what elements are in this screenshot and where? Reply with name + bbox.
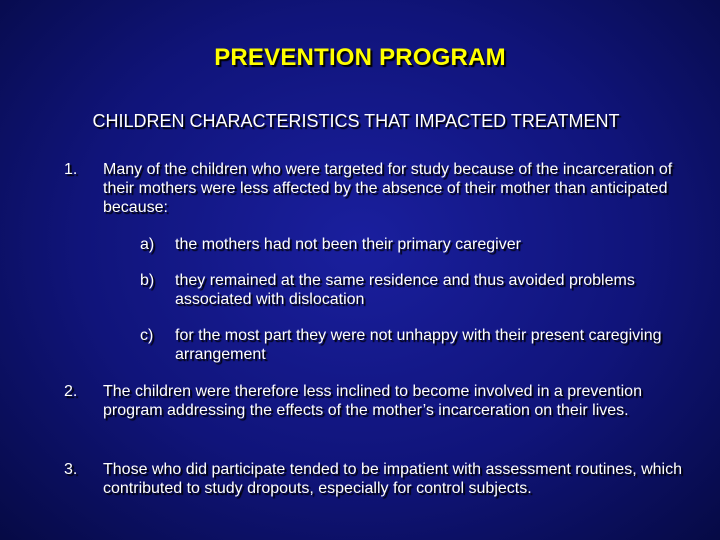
slide-title: PREVENTION PROGRAM <box>214 44 506 71</box>
sub-item-letter: a) <box>140 236 155 253</box>
item-text: The children were therefore less inclined to become involved in a prevention program addressing the effects of the mother’s incarceration on their lives. <box>103 383 642 419</box>
slide-subtitle: CHILDREN CHARACTERISTICS THAT IMPACTED TREATMENT <box>92 111 620 131</box>
sub-item-text: for the most part they were not unhappy with their present caregiving arrangement <box>175 327 662 363</box>
sub-item-letter: b) <box>140 272 155 289</box>
item-number: 2. <box>64 383 78 400</box>
sub-item-letter: c) <box>140 327 154 344</box>
sub-item-text: the mothers had not been their primary caregiver <box>175 236 521 253</box>
item-text: Many of the children who were targeted for study because of the incarceration of their mothers were less affected by the absence of their mother than anticipated because: <box>103 161 673 216</box>
item-text: Those who did participate tended to be impatient with assessment routines, which contributed to study dropouts, especially for control subjects. <box>103 461 682 497</box>
sub-item-text: they remained at the same residence and thus avoided problems associated with dislocation <box>175 272 635 308</box>
item-number: 1. <box>64 161 78 178</box>
item-number: 3. <box>64 461 78 478</box>
